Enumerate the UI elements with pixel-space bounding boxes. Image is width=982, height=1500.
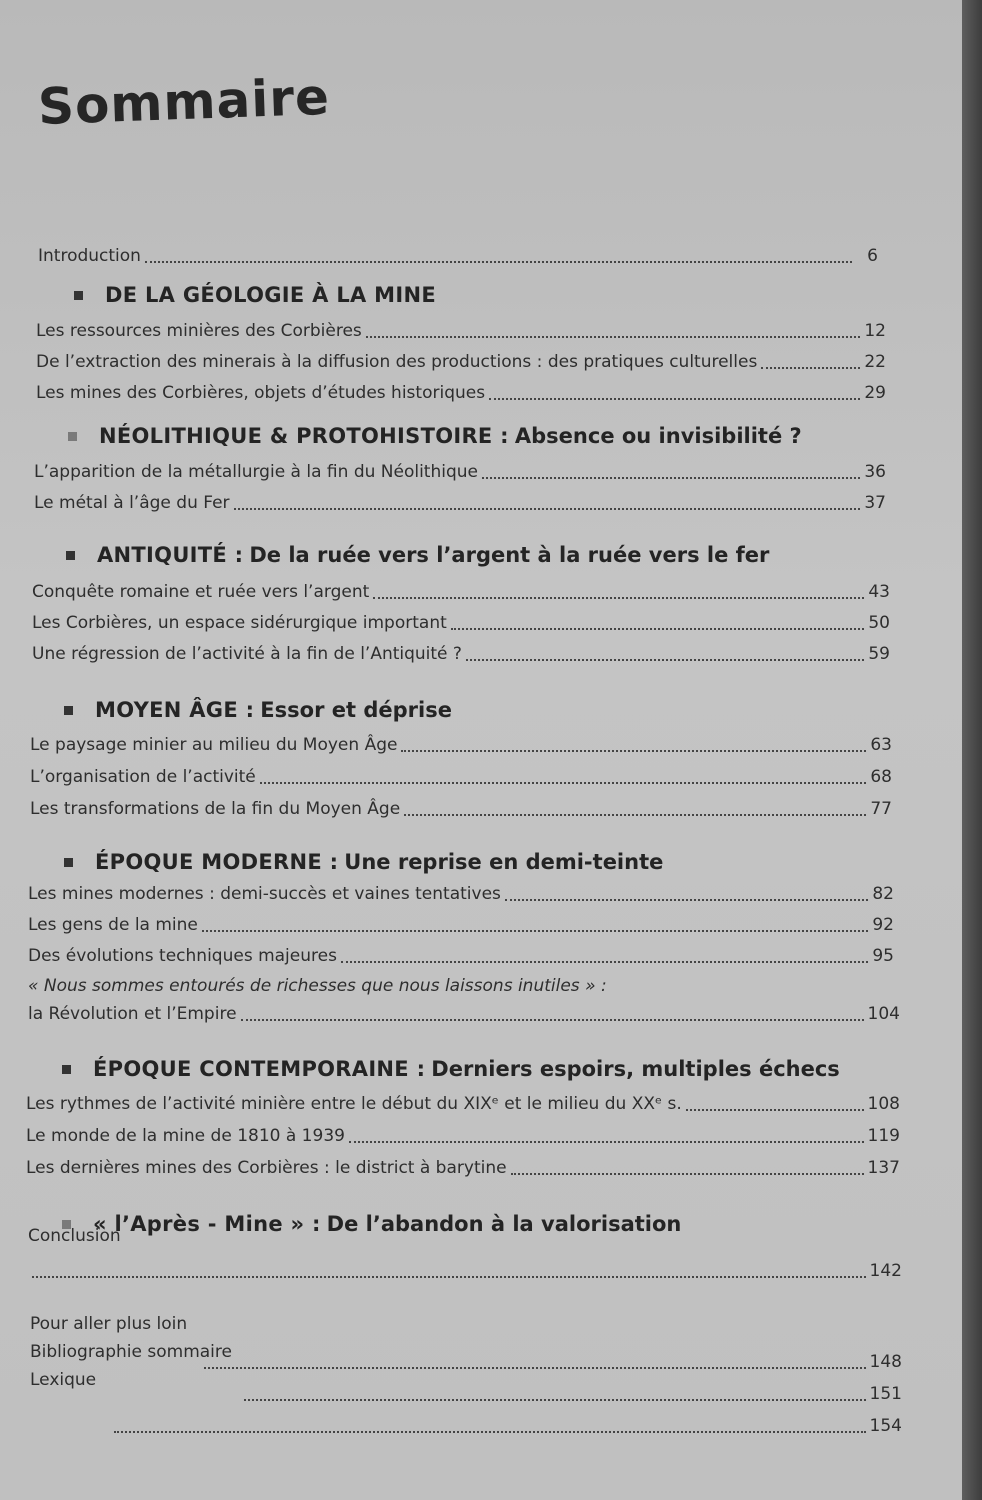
toc-entry-page: 104	[867, 1004, 900, 1024]
toc-entry-page: 151	[869, 1384, 902, 1404]
toc-entry-label: Une régression de l’activité à la fin de l’Antiquité ?	[32, 644, 462, 664]
toc-entry-label: Le paysage minier au milieu du Moyen Âge	[30, 735, 398, 755]
toc-entry-label: Introduction	[38, 246, 141, 266]
toc-entry-label-conclusion[interactable]: Conclusion	[28, 1226, 121, 1246]
toc-entry-page: 119	[867, 1126, 900, 1146]
toc-entry-label: Les ressources minières des Corbières	[36, 321, 362, 341]
toc-entry-page: 77	[870, 799, 892, 819]
bullet-square-icon	[64, 858, 73, 867]
toc-entry-label: Les Corbières, un espace sidérurgique important	[32, 613, 447, 633]
section-heading-subtitle: De la ruée vers l’argent à la ruée vers le fer	[249, 543, 770, 567]
toc-entry[interactable]	[28, 884, 894, 904]
leader-dots	[202, 930, 868, 932]
leader-dots	[366, 336, 860, 338]
toc-entry[interactable]	[36, 352, 886, 372]
bullet-square-icon	[74, 291, 83, 300]
toc-entry-label: Les transformations de la fin du Moyen Âge	[30, 799, 401, 819]
section-heading-text: ÉPOQUE MODERNE :	[95, 850, 339, 874]
toc-entry[interactable]	[28, 1004, 900, 1024]
leader-dots	[401, 750, 866, 752]
toc-entry-label: Des évolutions techniques majeures	[28, 946, 337, 966]
toc-entry[interactable]	[30, 799, 892, 819]
toc-entry[interactable]	[34, 462, 886, 482]
leader-dots	[511, 1173, 864, 1175]
toc-entry-page: 6	[867, 246, 878, 266]
section-heading-text: ÉPOQUE CONTEMPORAINE :	[93, 1057, 426, 1081]
section-heading-subtitle: Derniers espoirs, multiples échecs	[431, 1057, 840, 1081]
backmatter-label-further-reading[interactable]: Pour aller plus loin	[30, 1314, 188, 1334]
page-title: Sommaire	[36, 67, 331, 136]
section-heading-subtitle: Essor et déprise	[260, 698, 452, 722]
bullet-square-icon	[64, 706, 73, 715]
bullet-square-icon	[62, 1065, 71, 1074]
toc-entry[interactable]	[32, 582, 890, 602]
leader-dots	[234, 508, 860, 510]
backmatter-label-lexicon[interactable]: Lexique	[30, 1370, 97, 1390]
leader-dots	[761, 367, 860, 369]
section-heading-apres-mine[interactable]	[62, 1212, 681, 1236]
section-heading-subtitle: Une reprise en demi-teinte	[344, 850, 664, 874]
toc-entry[interactable]	[26, 1126, 900, 1146]
section-heading-geologie[interactable]	[74, 283, 436, 307]
toc-entry[interactable]	[26, 1158, 900, 1178]
toc-entry-page: 142	[869, 1261, 902, 1281]
toc-entry-page: 108	[867, 1094, 900, 1114]
section-heading-text: NÉOLITHIQUE & PROTOHISTOIRE :	[99, 424, 509, 448]
toc-entry-page: 59	[868, 644, 890, 664]
leader-dots	[505, 899, 868, 901]
toc-entry-page: 50	[868, 613, 890, 633]
toc-entry-page: 95	[872, 946, 894, 966]
toc-entry[interactable]	[28, 915, 894, 935]
toc-entry-page: 137	[867, 1158, 900, 1178]
toc-entry-page: 92	[872, 915, 894, 935]
toc-entry[interactable]	[36, 321, 886, 341]
leader-dots	[404, 814, 866, 816]
toc-entry-label: Les mines modernes : demi-succès et vaines tentatives	[28, 884, 501, 904]
toc-entry[interactable]	[32, 644, 890, 664]
leader-dots	[489, 398, 860, 400]
toc-entry-label: Le monde de la mine de 1810 à 1939	[26, 1126, 345, 1146]
toc-entry[interactable]	[36, 383, 886, 403]
toc-entry-page: 22	[864, 352, 886, 372]
backmatter-leader-1	[200, 1352, 902, 1372]
toc-entry-conclusion-leader[interactable]	[28, 1261, 902, 1281]
leader-dots	[260, 782, 866, 784]
section-heading-epoque-moderne[interactable]	[64, 850, 663, 874]
leader-dots	[32, 1276, 866, 1278]
section-heading-text: MOYEN ÂGE :	[95, 698, 255, 722]
section-heading-subtitle: De l’abandon à la valorisation	[326, 1212, 682, 1236]
leader-dots	[241, 1019, 864, 1021]
toc-entry-page: 68	[870, 767, 892, 787]
leader-dots	[244, 1399, 866, 1401]
toc-entry-page: 154	[869, 1416, 902, 1436]
toc-entry-label: Le métal à l’âge du Fer	[34, 493, 230, 513]
toc-entry-page: 63	[870, 735, 892, 755]
toc-entry-label: L’apparition de la métallurgie à la fin du Néolithique	[34, 462, 478, 482]
section-heading-text: ANTIQUITÉ :	[97, 543, 244, 567]
leader-dots	[373, 597, 864, 599]
backmatter-leader-2	[240, 1384, 902, 1404]
bullet-square-icon	[68, 432, 77, 441]
section-heading-text: « l’Après - Mine » :	[93, 1212, 321, 1236]
section-heading-moyen-age[interactable]	[64, 698, 452, 722]
toc-quote-line: « Nous sommes entourés de richesses que nous laissons inutiles » :	[28, 976, 607, 996]
toc-entry-label: L’organisation de l’activité	[30, 767, 256, 787]
toc-entry-page: 29	[864, 383, 886, 403]
toc-entry-label: Les mines des Corbières, objets d’études historiques	[36, 383, 486, 403]
toc-entry-page: 82	[872, 884, 894, 904]
bullet-square-icon	[66, 551, 75, 560]
toc-entry-label: Conquête romaine et ruée vers l’argent	[32, 582, 370, 602]
leader-dots	[145, 261, 852, 263]
leader-dots	[451, 628, 864, 630]
toc-entry-page: 43	[868, 582, 890, 602]
toc-entry-label: la Révolution et l’Empire	[28, 1004, 237, 1024]
toc-entry[interactable]	[34, 493, 886, 513]
toc-entry[interactable]	[28, 946, 894, 966]
toc-entry-label: Les rythmes de l’activité minière entre le début du XIXᵉ et le milieu du XXᵉ s.	[26, 1094, 682, 1114]
toc-entry[interactable]	[26, 1094, 900, 1114]
section-heading-neolithique[interactable]	[68, 424, 802, 448]
toc-entry[interactable]	[32, 613, 890, 633]
section-heading-epoque-contemporaine[interactable]	[62, 1057, 840, 1081]
leader-dots	[482, 477, 860, 479]
toc-entry[interactable]	[30, 767, 892, 787]
toc-entry-label: Les dernières mines des Corbières : le district à barytine	[26, 1158, 507, 1178]
toc-entry-page: 148	[869, 1352, 902, 1372]
backmatter-leader-3	[110, 1416, 902, 1436]
leader-dots	[204, 1367, 866, 1369]
section-heading-antiquite[interactable]	[66, 543, 769, 567]
toc-entry[interactable]	[30, 735, 892, 755]
toc-entry-page: 37	[864, 493, 886, 513]
leader-dots	[466, 659, 864, 661]
leader-dots	[686, 1109, 864, 1111]
section-heading-text: DE LA GÉOLOGIE À LA MINE	[105, 283, 436, 307]
leader-dots	[341, 961, 868, 963]
page-edge-shadow	[962, 0, 982, 1500]
section-heading-subtitle: Absence ou invisibilité ?	[514, 424, 802, 448]
backmatter-label-bibliography[interactable]: Bibliographie sommaire	[30, 1342, 232, 1362]
leader-dots	[114, 1431, 866, 1433]
toc-entry-label: De l’extraction des minerais à la diffusion des productions : des pratiques culturelles	[36, 352, 758, 372]
toc-entry-label: Les gens de la mine	[28, 915, 198, 935]
toc-entry-page: 12	[864, 321, 886, 341]
toc-entry-introduction[interactable]	[38, 246, 878, 266]
toc-entry-page: 36	[864, 462, 886, 482]
leader-dots	[349, 1141, 864, 1143]
